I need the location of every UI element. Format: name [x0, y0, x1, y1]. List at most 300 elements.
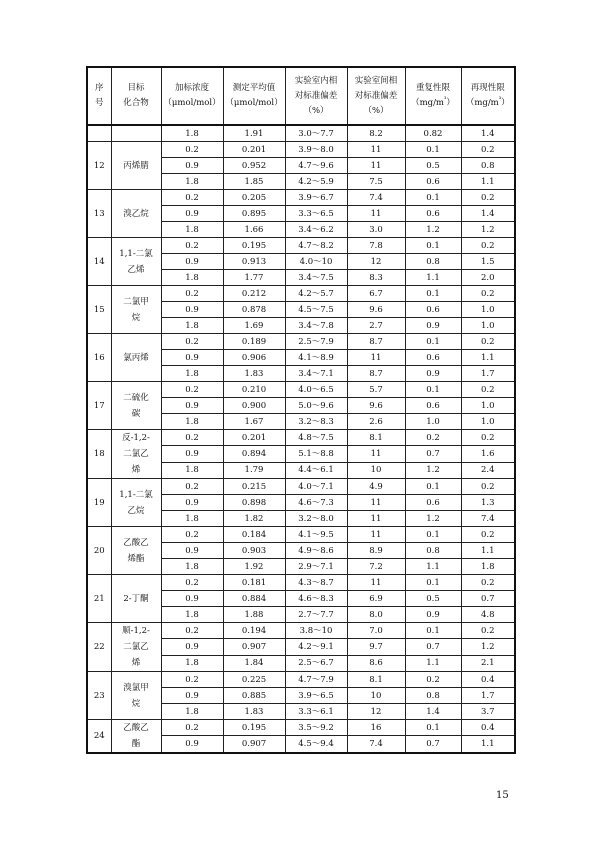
intra-rsd-cell: 4.0～6.5: [285, 382, 347, 398]
mean-value-cell: 0.210: [223, 382, 285, 398]
spike-conc-cell: 0.9: [161, 158, 223, 174]
mean-value-cell: 0.907: [223, 639, 285, 655]
inter-rsd-cell: 7.0: [347, 623, 405, 639]
repeatability-cell: 1.0: [405, 414, 461, 430]
mean-value-cell: 0.894: [223, 446, 285, 462]
spike-conc-cell: 1.8: [161, 511, 223, 527]
mean-value-cell: 0.895: [223, 206, 285, 222]
repeatability-cell: 1.1: [405, 270, 461, 286]
repeatability-cell: 0.9: [405, 366, 461, 382]
reproducibility-cell: 1.3: [461, 495, 515, 511]
intra-rsd-cell: 4.0～7.1: [285, 479, 347, 495]
row-index-cell: 19: [87, 479, 111, 527]
reproducibility-cell: 0.8: [461, 158, 515, 174]
inter-rsd-cell: 2.7: [347, 318, 405, 334]
inter-rsd-cell: 10: [347, 462, 405, 478]
mean-value-cell: 0.181: [223, 575, 285, 591]
inter-rsd-cell: 11: [347, 142, 405, 158]
repeatability-cell: 1.4: [405, 704, 461, 720]
repeatability-cell: 0.8: [405, 254, 461, 270]
mean-value-cell: 0.189: [223, 334, 285, 350]
mean-value-cell: 0.913: [223, 254, 285, 270]
reproducibility-cell: 1.0: [461, 398, 515, 414]
repeatability-cell: 0.9: [405, 607, 461, 623]
inter-rsd-cell: 7.4: [347, 736, 405, 753]
repeatability-cell: 1.2: [405, 222, 461, 238]
compound-name-cell: [111, 382, 161, 430]
compound-name-cell: [111, 430, 161, 479]
reproducibility-cell: 1.7: [461, 366, 515, 382]
inter-rsd-cell: 6.9: [347, 591, 405, 607]
compound-name-line: 碳: [131, 408, 141, 419]
compound-name-line: 二氯甲: [123, 296, 149, 307]
spike-conc-cell: 1.8: [161, 222, 223, 238]
header-inter-rsd: 实验室间相 对标准偏差 （%）: [347, 67, 405, 125]
compound-name-line: 烯: [131, 658, 141, 668]
table-row: [87, 382, 515, 398]
inter-rsd-cell: 11: [347, 575, 405, 591]
repeatability-cell: 0.6: [405, 174, 461, 190]
compound-name-cell: [111, 720, 161, 754]
inter-rsd-cell: 8.7: [347, 334, 405, 350]
mean-value-cell: 1.91: [223, 125, 285, 142]
reproducibility-cell: 1.1: [461, 350, 515, 366]
spike-conc-cell: 1.8: [161, 559, 223, 575]
intra-rsd-cell: 4.2～5.7: [285, 286, 347, 302]
repeatability-cell: 1.2: [405, 462, 461, 478]
repeatability-cell: 0.1: [405, 527, 461, 543]
intra-rsd-cell: 2.5～6.7: [285, 655, 347, 671]
table-row: [87, 125, 515, 142]
compound-name-cell: [111, 142, 161, 190]
spike-conc-cell: 1.8: [161, 655, 223, 671]
mean-value-cell: 0.195: [223, 720, 285, 736]
compound-name-line: 烷: [131, 698, 141, 709]
inter-rsd-cell: 8.2: [347, 125, 405, 142]
intra-rsd-cell: 4.8～7.5: [285, 430, 347, 446]
mean-value-cell: 0.195: [223, 238, 285, 254]
inter-rsd-cell: 8.0: [347, 607, 405, 623]
table-row: [87, 623, 515, 639]
intra-rsd-cell: 3.9～6.7: [285, 190, 347, 206]
intra-rsd-cell: 3.0～7.7: [285, 125, 347, 142]
inter-rsd-cell: 9.6: [347, 302, 405, 318]
mean-value-cell: 0.205: [223, 190, 285, 206]
mean-value-cell: 0.194: [223, 623, 285, 639]
compound-name-cell: [111, 672, 161, 720]
reproducibility-cell: 0.2: [461, 286, 515, 302]
compound-name-line: 2-丁酮: [123, 593, 149, 604]
row-index-cell: 18: [87, 430, 111, 479]
spike-conc-cell: 1.8: [161, 366, 223, 382]
spike-conc-cell: 0.2: [161, 527, 223, 543]
compound-name-cell: [111, 125, 161, 142]
spike-conc-cell: 1.8: [161, 462, 223, 478]
inter-rsd-cell: 11: [347, 158, 405, 174]
inter-rsd-cell: 8.6: [347, 655, 405, 671]
table-body: [87, 125, 515, 753]
spike-conc-cell: 1.8: [161, 270, 223, 286]
intra-rsd-cell: 4.6～8.3: [285, 591, 347, 607]
row-index-cell: 12: [87, 142, 111, 190]
repeatability-cell: 0.9: [405, 318, 461, 334]
inter-rsd-cell: 5.7: [347, 382, 405, 398]
reproducibility-cell: 3.7: [461, 704, 515, 720]
spike-conc-cell: 1.8: [161, 125, 223, 142]
intra-rsd-cell: 4.2～5.9: [285, 174, 347, 190]
row-index-cell: 17: [87, 382, 111, 430]
spike-conc-cell: 0.9: [161, 398, 223, 414]
spike-conc-cell: 0.2: [161, 430, 223, 446]
inter-rsd-cell: 8.3: [347, 270, 405, 286]
inter-rsd-cell: 9.7: [347, 639, 405, 655]
mean-value-cell: 0.878: [223, 302, 285, 318]
mean-value-cell: 0.907: [223, 736, 285, 753]
compound-name-cell: [111, 623, 161, 672]
mean-value-cell: 0.201: [223, 430, 285, 446]
mean-value-cell: 0.212: [223, 286, 285, 302]
mean-value-cell: 1.79: [223, 462, 285, 478]
compound-name-cell: [111, 527, 161, 575]
table-row: [87, 430, 515, 446]
mean-value-cell: 0.898: [223, 495, 285, 511]
compound-name-line: 反-1,2-: [122, 433, 150, 443]
reproducibility-cell: 0.2: [461, 190, 515, 206]
intra-rsd-cell: 2.5～7.9: [285, 334, 347, 350]
mean-value-cell: 1.67: [223, 414, 285, 430]
mean-value-cell: 0.903: [223, 543, 285, 559]
table-row: [87, 575, 515, 591]
inter-rsd-cell: 8.7: [347, 366, 405, 382]
compound-name-line: 丙烯腈: [123, 160, 149, 171]
spike-conc-cell: 0.2: [161, 334, 223, 350]
row-index-cell: 20: [87, 527, 111, 575]
row-index-cell: 13: [87, 190, 111, 238]
repeatability-cell: 0.7: [405, 736, 461, 753]
inter-rsd-cell: 11: [347, 350, 405, 366]
intra-rsd-cell: 3.4～7.1: [285, 366, 347, 382]
table-row: [87, 190, 515, 206]
intra-rsd-cell: 3.3～6.5: [285, 206, 347, 222]
header-spike-conc: 加标浓度 （μmol/mol）: [161, 67, 223, 125]
spike-conc-cell: 0.2: [161, 479, 223, 495]
repeatability-cell: 1.1: [405, 559, 461, 575]
mean-value-cell: 0.906: [223, 350, 285, 366]
repeatability-cell: 0.8: [405, 543, 461, 559]
intra-rsd-cell: 5.0～9.6: [285, 398, 347, 414]
reproducibility-cell: 0.4: [461, 720, 515, 736]
mean-value-cell: 1.85: [223, 174, 285, 190]
spike-conc-cell: 0.9: [161, 350, 223, 366]
repeatability-cell: 0.7: [405, 446, 461, 462]
spike-conc-cell: 0.2: [161, 238, 223, 254]
reproducibility-cell: 0.4: [461, 672, 515, 688]
repeatability-cell: 0.1: [405, 238, 461, 254]
reproducibility-cell: 1.6: [461, 446, 515, 462]
compound-name-cell: [111, 575, 161, 623]
mean-value-cell: 1.82: [223, 511, 285, 527]
mean-value-cell: 0.184: [223, 527, 285, 543]
reproducibility-cell: 0.2: [461, 238, 515, 254]
spike-conc-cell: 0.2: [161, 142, 223, 158]
repeatability-cell: 0.2: [405, 430, 461, 446]
repeatability-cell: 0.82: [405, 125, 461, 142]
mean-value-cell: 1.84: [223, 655, 285, 671]
repeatability-cell: 0.7: [405, 639, 461, 655]
table-row: [87, 286, 515, 302]
spike-conc-cell: 0.2: [161, 190, 223, 206]
intra-rsd-cell: 4.9～8.6: [285, 543, 347, 559]
row-index-cell: [87, 125, 111, 142]
data-table: [86, 66, 516, 754]
repeatability-cell: 0.1: [405, 382, 461, 398]
spike-conc-cell: 0.9: [161, 495, 223, 511]
mean-value-cell: 0.201: [223, 142, 285, 158]
reproducibility-cell: 0.2: [461, 430, 515, 446]
spike-conc-cell: 0.9: [161, 254, 223, 270]
reproducibility-cell: 1.4: [461, 125, 515, 142]
mean-value-cell: 0.884: [223, 591, 285, 607]
table-row: [87, 527, 515, 543]
repeatability-cell: 0.1: [405, 286, 461, 302]
mean-value-cell: 1.92: [223, 559, 285, 575]
mean-value-cell: 0.215: [223, 479, 285, 495]
table-header: [87, 67, 515, 125]
inter-rsd-cell: 2.6: [347, 414, 405, 430]
inter-rsd-cell: 11: [347, 206, 405, 222]
spike-conc-cell: 0.2: [161, 623, 223, 639]
reproducibility-cell: 0.2: [461, 334, 515, 350]
reproducibility-cell: 1.1: [461, 174, 515, 190]
table-row: [87, 479, 515, 495]
row-index-cell: 21: [87, 575, 111, 623]
compound-name-line: 氯丙烯: [123, 352, 149, 363]
header-row: [87, 67, 515, 125]
spike-conc-cell: 1.8: [161, 704, 223, 720]
mean-value-cell: 1.88: [223, 607, 285, 623]
compound-name-cell: [111, 190, 161, 238]
row-index-cell: 22: [87, 623, 111, 672]
intra-rsd-cell: 3.2～8.3: [285, 414, 347, 430]
intra-rsd-cell: 4.7～9.6: [285, 158, 347, 174]
reproducibility-cell: 1.0: [461, 318, 515, 334]
intra-rsd-cell: 4.5～7.5: [285, 302, 347, 318]
compound-name-line: 1,1-二氯: [119, 489, 153, 500]
compound-name-line: 二氯乙: [123, 449, 149, 459]
repeatability-cell: 0.6: [405, 495, 461, 511]
inter-rsd-cell: 11: [347, 511, 405, 527]
inter-rsd-cell: 9.6: [347, 398, 405, 414]
reproducibility-cell: 1.0: [461, 414, 515, 430]
table-row: [87, 142, 515, 158]
intra-rsd-cell: 4.7～7.9: [285, 672, 347, 688]
inter-rsd-cell: 6.7: [347, 286, 405, 302]
header-intra-rsd: 实验室内相 对标准偏差 （%）: [285, 67, 347, 125]
reproducibility-cell: 0.2: [461, 142, 515, 158]
table-row: [87, 672, 515, 688]
compound-name-line: 酯: [131, 739, 141, 749]
reproducibility-cell: 1.8: [461, 559, 515, 575]
spike-conc-cell: 1.8: [161, 414, 223, 430]
spike-conc-cell: 0.9: [161, 446, 223, 462]
repeatability-cell: 0.2: [405, 672, 461, 688]
inter-rsd-cell: 11: [347, 527, 405, 543]
reproducibility-cell: 1.1: [461, 736, 515, 753]
spike-conc-cell: 0.9: [161, 543, 223, 559]
mean-value-cell: 1.66: [223, 222, 285, 238]
compound-name-line: 顺-1,2-: [122, 626, 150, 636]
compound-name-line: 二氯乙: [123, 642, 149, 652]
mean-value-cell: 0.885: [223, 688, 285, 704]
repeatability-cell: 0.5: [405, 591, 461, 607]
mean-value-cell: 1.83: [223, 366, 285, 382]
row-index-cell: 15: [87, 286, 111, 334]
compound-name-line: 乙酸乙: [123, 723, 149, 733]
inter-rsd-cell: 11: [347, 495, 405, 511]
row-index-cell: 14: [87, 238, 111, 286]
header-repeatability: 重复性限 $(mg/m^{^3})$: [405, 67, 461, 125]
reproducibility-cell: 7.4: [461, 511, 515, 527]
reproducibility-cell: 2.1: [461, 655, 515, 671]
repeatability-cell: 0.1: [405, 623, 461, 639]
reproducibility-cell: 0.2: [461, 527, 515, 543]
compound-name-line: 乙烷: [127, 505, 145, 516]
intra-rsd-cell: 2.9～7.1: [285, 559, 347, 575]
reproducibility-cell: 0.7: [461, 591, 515, 607]
intra-rsd-cell: 4.6～7.3: [285, 495, 347, 511]
intra-rsd-cell: 4.2～9.1: [285, 639, 347, 655]
repeatability-cell: 0.1: [405, 575, 461, 591]
intra-rsd-cell: 3.4～7.5: [285, 270, 347, 286]
inter-rsd-cell: 12: [347, 254, 405, 270]
header-reproducibility: 再现性限 $(mg/m^{^3})$: [461, 67, 515, 125]
inter-rsd-cell: 8.1: [347, 672, 405, 688]
repeatability-cell: 0.1: [405, 479, 461, 495]
intra-rsd-cell: 3.2～8.0: [285, 511, 347, 527]
table-row: [87, 720, 515, 736]
reproducibility-cell: 1.5: [461, 254, 515, 270]
intra-rsd-cell: 3.4～6.2: [285, 222, 347, 238]
spike-conc-cell: 1.8: [161, 318, 223, 334]
inter-rsd-cell: 12: [347, 704, 405, 720]
spike-conc-cell: 0.9: [161, 736, 223, 753]
mean-value-cell: 0.225: [223, 672, 285, 688]
compound-name-line: 溴氯甲: [123, 682, 149, 693]
mean-value-cell: 1.77: [223, 270, 285, 286]
spike-conc-cell: 0.9: [161, 206, 223, 222]
reproducibility-cell: 0.2: [461, 479, 515, 495]
row-index-cell: 24: [87, 720, 111, 754]
compound-name-line: 烯: [131, 465, 141, 475]
inter-rsd-cell: 7.4: [347, 190, 405, 206]
spike-conc-cell: 1.8: [161, 607, 223, 623]
spike-conc-cell: 1.8: [161, 174, 223, 190]
page-number: 15: [496, 790, 509, 801]
intra-rsd-cell: 5.1～8.8: [285, 446, 347, 462]
intra-rsd-cell: 3.5～9.2: [285, 720, 347, 736]
repeatability-cell: 0.8: [405, 688, 461, 704]
spike-conc-cell: 0.2: [161, 720, 223, 736]
compound-name-line: 1,1-二氯: [119, 248, 153, 259]
reproducibility-cell: 1.7: [461, 688, 515, 704]
spike-conc-cell: 0.9: [161, 302, 223, 318]
reproducibility-cell: 1.4: [461, 206, 515, 222]
compound-name-cell: [111, 479, 161, 527]
repeatability-cell: 0.1: [405, 334, 461, 350]
header-mean-value: 测定平均值 （μmol/mol）: [223, 67, 285, 125]
inter-rsd-cell: 3.0: [347, 222, 405, 238]
repeatability-cell: 0.5: [405, 158, 461, 174]
intra-rsd-cell: 4.1～9.5: [285, 527, 347, 543]
inter-rsd-cell: 7.8: [347, 238, 405, 254]
compound-name-line: 二硫化: [123, 392, 149, 403]
spike-conc-cell: 0.2: [161, 575, 223, 591]
intra-rsd-cell: 3.9～8.0: [285, 142, 347, 158]
intra-rsd-cell: 3.3～6.1: [285, 704, 347, 720]
spike-conc-cell: 0.2: [161, 286, 223, 302]
spike-conc-cell: 0.9: [161, 639, 223, 655]
repeatability-cell: 1.2: [405, 511, 461, 527]
repeatability-cell: 0.6: [405, 350, 461, 366]
repeatability-cell: 0.1: [405, 190, 461, 206]
inter-rsd-cell: 4.9: [347, 479, 405, 495]
spike-conc-cell: 0.9: [161, 591, 223, 607]
row-index-cell: 23: [87, 672, 111, 720]
reproducibility-cell: 2.4: [461, 462, 515, 478]
compound-name-line: 乙酸乙: [123, 537, 149, 548]
inter-rsd-cell: 11: [347, 446, 405, 462]
compound-name-line: 乙烯: [127, 264, 145, 275]
spike-conc-cell: 0.2: [161, 382, 223, 398]
intra-rsd-cell: 4.5～9.4: [285, 736, 347, 753]
intra-rsd-cell: 4.7～8.2: [285, 238, 347, 254]
intra-rsd-cell: 4.1～8.9: [285, 350, 347, 366]
mean-value-cell: 1.83: [223, 704, 285, 720]
intra-rsd-cell: 3.4～7.8: [285, 318, 347, 334]
inter-rsd-cell: 10: [347, 688, 405, 704]
repeatability-cell: 0.6: [405, 302, 461, 318]
intra-rsd-cell: 4.4～6.1: [285, 462, 347, 478]
repeatability-cell: 0.6: [405, 398, 461, 414]
inter-rsd-cell: 7.5: [347, 174, 405, 190]
spike-conc-cell: 0.2: [161, 672, 223, 688]
reproducibility-cell: 1.2: [461, 222, 515, 238]
inter-rsd-cell: 8.9: [347, 543, 405, 559]
mean-value-cell: 0.900: [223, 398, 285, 414]
reproducibility-cell: 0.2: [461, 623, 515, 639]
reproducibility-cell: 2.0: [461, 270, 515, 286]
intra-rsd-cell: 4.0～10: [285, 254, 347, 270]
header-compound: 目标 化合物: [111, 67, 161, 125]
intra-rsd-cell: 2.7～7.7: [285, 607, 347, 623]
compound-name-cell: [111, 238, 161, 286]
repeatability-cell: 1.1: [405, 655, 461, 671]
compound-name-line: 烯酯: [127, 553, 145, 564]
inter-rsd-cell: 16: [347, 720, 405, 736]
reproducibility-cell: 0.2: [461, 575, 515, 591]
inter-rsd-cell: 7.2: [347, 559, 405, 575]
compound-name-cell: [111, 286, 161, 334]
reproducibility-cell: 1.0: [461, 302, 515, 318]
compound-name-line: 溴乙烷: [123, 208, 149, 219]
intra-rsd-cell: 3.8～10: [285, 623, 347, 639]
reproducibility-cell: 0.2: [461, 382, 515, 398]
reproducibility-cell: 1.2: [461, 639, 515, 655]
intra-rsd-cell: 4.3～8.7: [285, 575, 347, 591]
inter-rsd-cell: 8.1: [347, 430, 405, 446]
compound-name-line: 烷: [131, 312, 141, 323]
mean-value-cell: 0.952: [223, 158, 285, 174]
